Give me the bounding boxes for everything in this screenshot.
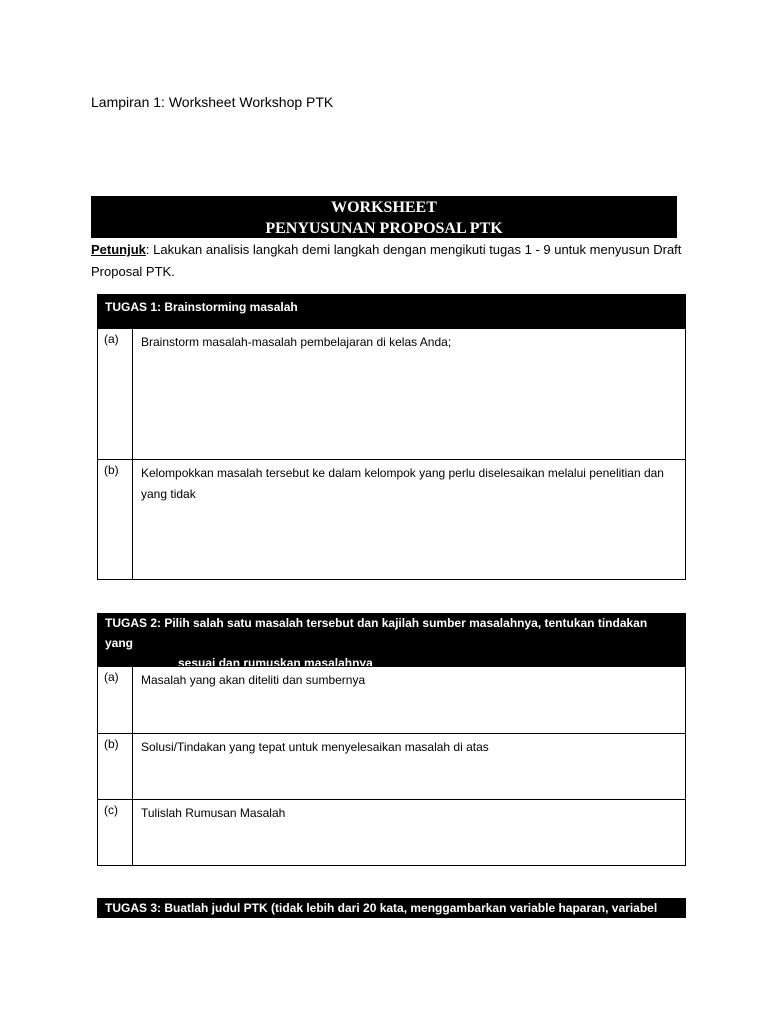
row-prompt: Masalah yang akan diteliti dan sumbernya [141,673,366,687]
row-prompt: Solusi/Tindakan yang tepat untuk menyelesaikan masalah di atas [141,740,489,754]
tugas-1-row-a[interactable] [97,328,686,460]
row-label: (c) [98,800,133,865]
row-label: (b) [98,734,133,799]
tugas-1-heading-text: TUGAS 1: Brainstorming masalah [105,300,298,314]
worksheet-title [91,196,677,238]
row-prompt: Brainstorm masalah-masalah pembelajaran di kelas Anda; [141,335,452,349]
tugas-2-heading [97,613,686,670]
title-line-2: PENYUSUNAN PROPOSAL PTK [265,220,503,237]
row-prompt: Tulislah Rumusan Masalah [141,806,286,820]
tugas-2-heading-line-2: sesuai dan rumuskan masalahnya [178,656,373,670]
instructions-text: : Lakukan analisis langkah demi langkah dengan mengikuti tugas 1 - 9 untuk menyusun Draft Proposal PTK. [91,242,682,279]
row-label: (b) [98,460,133,579]
title-line-1: WORKSHEET [331,199,437,216]
tugas-2-row-a[interactable] [97,666,686,734]
tugas-3-heading [97,898,686,918]
row-prompt: Kelompokkan masalah tersebut ke dalam kelompok yang perlu diselesaikan melalui penelitian dan yang tidak [141,466,664,501]
instructions [91,239,691,283]
tugas-1-row-b[interactable] [97,459,686,580]
tugas-2-row-b[interactable] [97,733,686,800]
instructions-label: Petunjuk [91,242,146,257]
row-label: (a) [98,667,133,733]
tugas-3-heading-text: TUGAS 3: Buatlah judul PTK (tidak lebih dari 20 kata, menggambarkan variable haparan, variabel [105,901,658,915]
row-label: (a) [98,329,133,459]
attachment-caption: Lampiran 1: Worksheet Workshop PTK [91,94,334,110]
tugas-1-heading [97,294,686,328]
tugas-2-row-c[interactable] [97,799,686,866]
tugas-2-heading-line-1: TUGAS 2: Pilih salah satu masalah tersebut dan kajilah sumber masalahnya, tentukan tindakan yang [105,616,648,650]
